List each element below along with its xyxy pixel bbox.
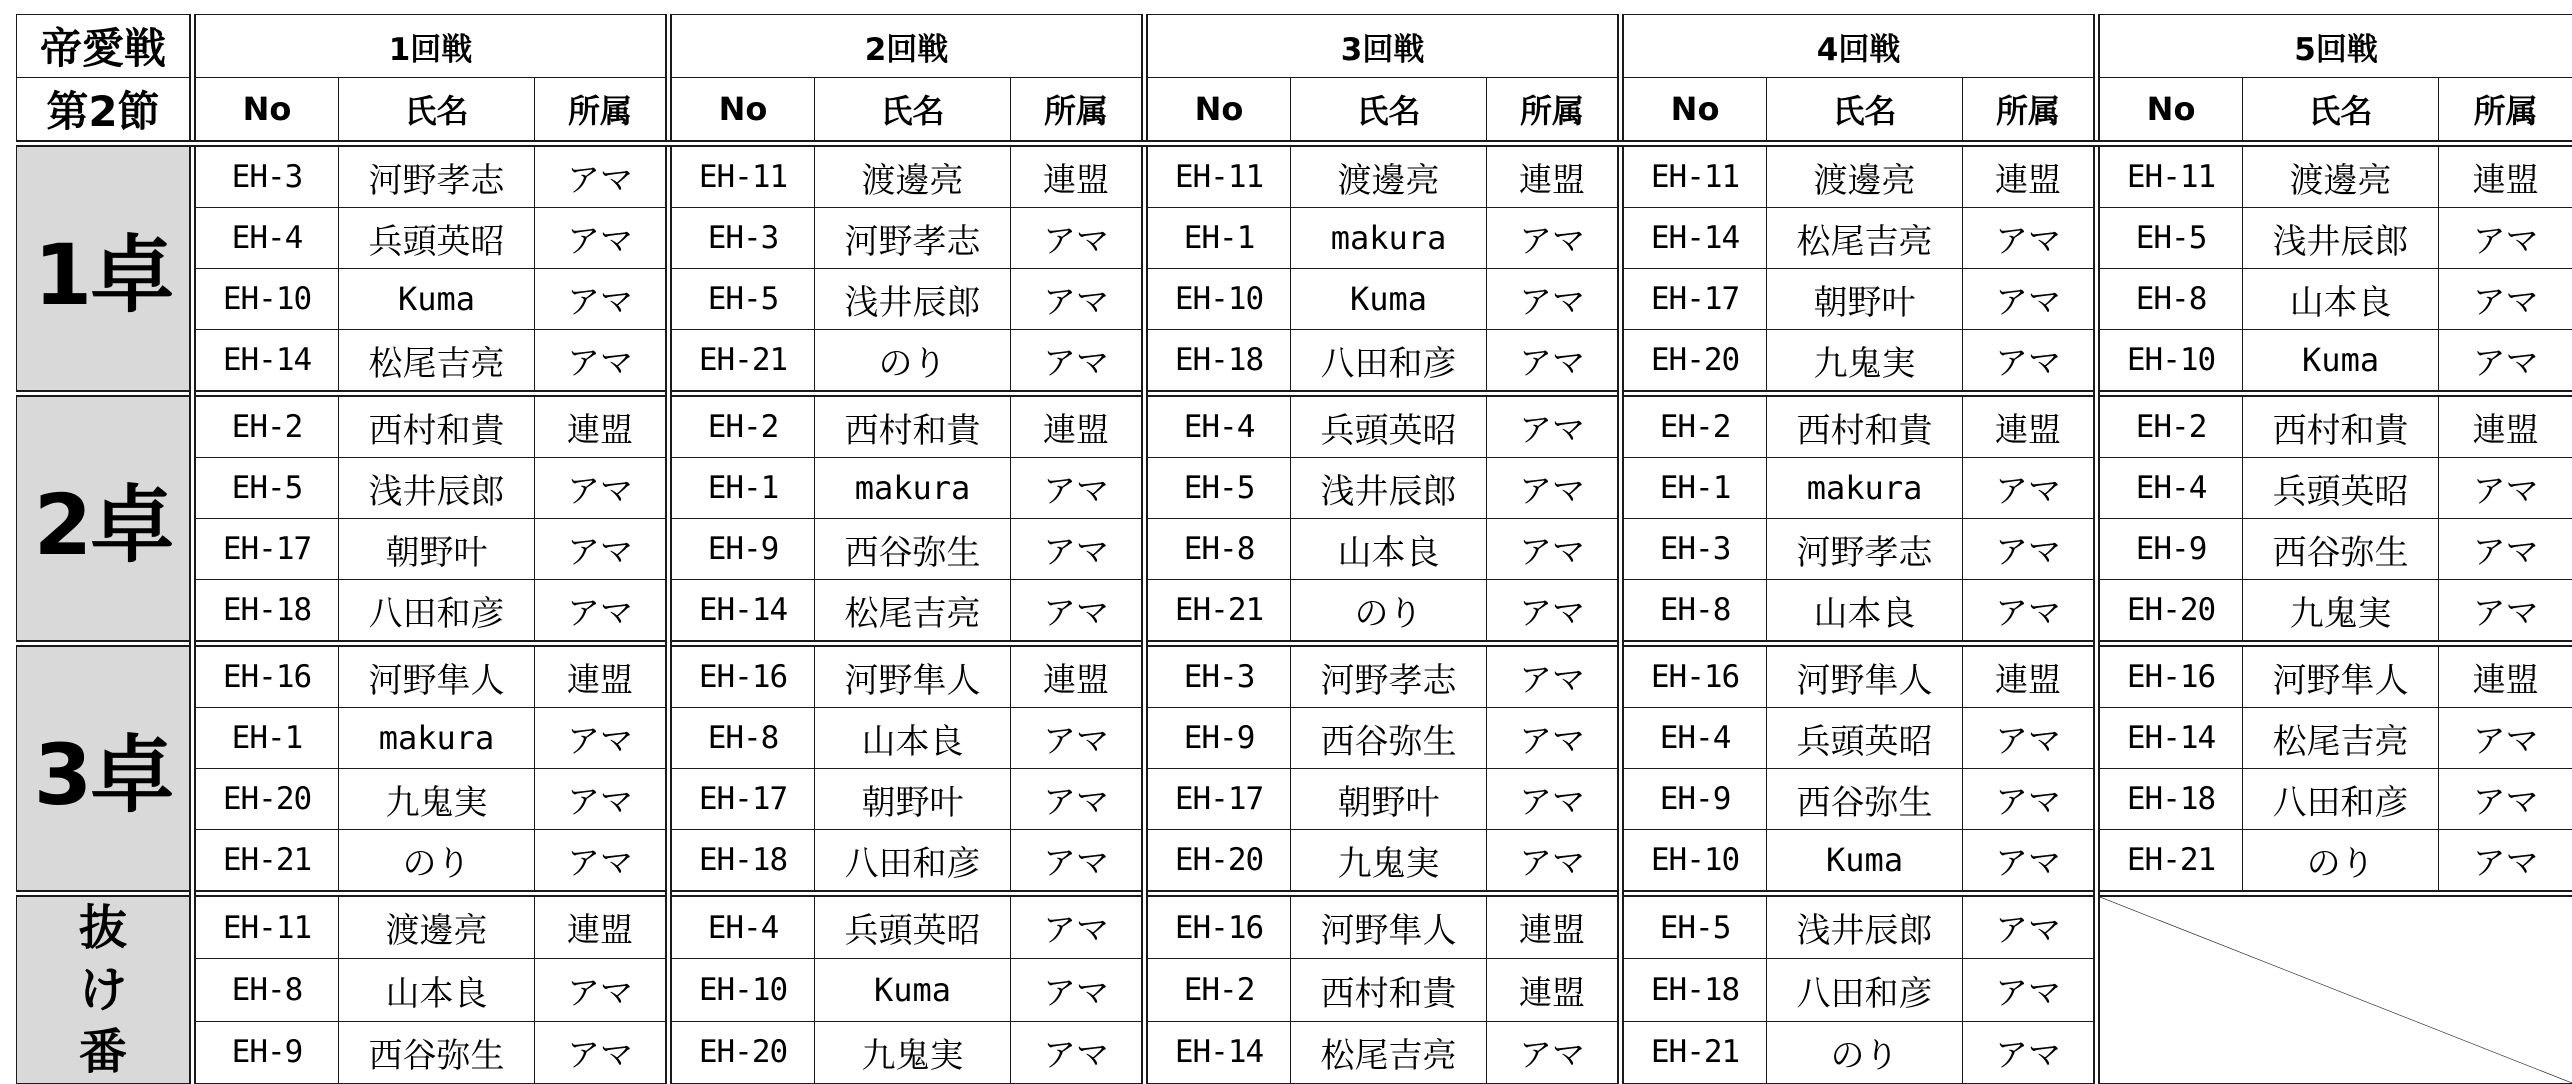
player-name: 渡邊亮 — [1291, 144, 1487, 208]
player-name: 河野孝志 — [1767, 519, 1963, 580]
bye-row — [17, 894, 2572, 959]
player-name: 浅井辰郎 — [339, 458, 535, 519]
player-number: EH-4 — [1145, 394, 1291, 458]
player-name: 松尾吉亮 — [815, 580, 1011, 644]
player-number: EH-18 — [1621, 959, 1767, 1021]
player-affiliation: 連盟 — [1487, 144, 1621, 208]
player-affiliation: アマ — [1487, 644, 1621, 708]
player-affiliation: アマ — [535, 519, 669, 580]
player-number: EH-5 — [1621, 894, 1767, 959]
player-number: EH-3 — [1145, 644, 1291, 708]
player-number: EH-11 — [193, 894, 339, 959]
player-affiliation: アマ — [535, 1021, 669, 1083]
player-affiliation: アマ — [1487, 769, 1621, 830]
schedule-sheet — [16, 14, 2556, 1058]
player-number: EH-18 — [1145, 330, 1291, 394]
player-affiliation: アマ — [535, 330, 669, 394]
player-name: 西谷弥生 — [1291, 708, 1487, 769]
player-name: 渡邊亮 — [2243, 144, 2439, 208]
table-row — [17, 708, 2572, 769]
column-header-affiliation: 所属 — [1487, 78, 1621, 144]
player-number: EH-20 — [669, 1021, 815, 1083]
player-number: EH-4 — [1621, 708, 1767, 769]
player-affiliation: アマ — [535, 208, 669, 269]
header-row-columns — [17, 78, 2572, 144]
player-affiliation: アマ — [535, 269, 669, 330]
column-header-name: 氏名 — [1291, 78, 1487, 144]
player-name: 九鬼実 — [1291, 830, 1487, 894]
player-affiliation: アマ — [1011, 208, 1145, 269]
player-affiliation: 連盟 — [1011, 144, 1145, 208]
player-number: EH-4 — [669, 894, 815, 959]
player-affiliation: アマ — [1963, 208, 2097, 269]
player-name: 山本良 — [1767, 580, 1963, 644]
player-number: EH-10 — [1145, 269, 1291, 330]
player-name: Kuma — [2243, 330, 2439, 394]
column-header-affiliation: 所属 — [1011, 78, 1145, 144]
player-affiliation: アマ — [1963, 830, 2097, 894]
player-name: makura — [815, 458, 1011, 519]
player-affiliation: アマ — [1011, 1021, 1145, 1083]
column-header-name: 氏名 — [2243, 78, 2439, 144]
player-name: のり — [1767, 1021, 1963, 1083]
player-name: 八田和彦 — [2243, 769, 2439, 830]
player-number: EH-20 — [193, 769, 339, 830]
player-affiliation: アマ — [2439, 519, 2572, 580]
player-name: 西谷弥生 — [1767, 769, 1963, 830]
table-row — [17, 208, 2572, 269]
player-number: EH-3 — [669, 208, 815, 269]
table-label: 3卓 — [17, 644, 193, 894]
player-number: EH-21 — [2097, 830, 2243, 894]
round-header: 3回戦 — [1145, 15, 1621, 78]
diagonal-strike — [2100, 897, 2572, 1083]
schedule-table — [16, 14, 2572, 1084]
player-name: 浅井辰郎 — [1291, 458, 1487, 519]
player-number: EH-11 — [1145, 144, 1291, 208]
table-row — [17, 580, 2572, 644]
player-number: EH-18 — [669, 830, 815, 894]
player-name: 兵頭英昭 — [339, 208, 535, 269]
bye-label-char: け — [17, 959, 189, 1021]
player-affiliation: アマ — [535, 458, 669, 519]
player-number: EH-20 — [1621, 330, 1767, 394]
player-number: EH-16 — [2097, 644, 2243, 708]
player-number: EH-9 — [1621, 769, 1767, 830]
player-affiliation: アマ — [2439, 769, 2572, 830]
player-name: Kuma — [1291, 269, 1487, 330]
player-name: 八田和彦 — [815, 830, 1011, 894]
player-number: EH-9 — [193, 1021, 339, 1083]
column-header-affiliation: 所属 — [535, 78, 669, 144]
player-name: 松尾吉亮 — [339, 330, 535, 394]
player-number: EH-10 — [669, 959, 815, 1021]
player-name: makura — [339, 708, 535, 769]
player-number: EH-8 — [193, 959, 339, 1021]
player-number: EH-3 — [1621, 519, 1767, 580]
player-name: Kuma — [1767, 830, 1963, 894]
player-name: makura — [1291, 208, 1487, 269]
player-name: 松尾吉亮 — [2243, 708, 2439, 769]
player-number: EH-10 — [1621, 830, 1767, 894]
player-number: EH-14 — [1145, 1021, 1291, 1083]
player-affiliation: アマ — [1011, 330, 1145, 394]
table-row — [17, 769, 2572, 830]
column-header-no: No — [669, 78, 815, 144]
column-header-no: No — [2097, 78, 2243, 144]
player-affiliation: アマ — [2439, 330, 2572, 394]
player-number: EH-18 — [193, 580, 339, 644]
player-number: EH-8 — [2097, 269, 2243, 330]
player-affiliation: アマ — [1487, 458, 1621, 519]
player-number: EH-2 — [1145, 959, 1291, 1021]
player-affiliation: 連盟 — [1963, 144, 2097, 208]
player-affiliation: アマ — [2439, 458, 2572, 519]
player-number: EH-5 — [1145, 458, 1291, 519]
table-label: 2卓 — [17, 394, 193, 644]
player-name: 山本良 — [339, 959, 535, 1021]
round-header: 1回戦 — [193, 15, 669, 78]
player-affiliation: アマ — [1487, 708, 1621, 769]
player-affiliation: アマ — [1011, 269, 1145, 330]
player-number: EH-11 — [1621, 144, 1767, 208]
table-row — [17, 394, 2572, 458]
player-name: 兵頭英昭 — [815, 894, 1011, 959]
player-name: 九鬼実 — [339, 769, 535, 830]
player-number: EH-8 — [669, 708, 815, 769]
round-header: 2回戦 — [669, 15, 1145, 78]
player-number: EH-2 — [2097, 394, 2243, 458]
player-name: 松尾吉亮 — [1291, 1021, 1487, 1083]
player-affiliation: アマ — [1487, 1021, 1621, 1083]
player-affiliation: アマ — [1487, 269, 1621, 330]
player-number: EH-9 — [2097, 519, 2243, 580]
round-header: 4回戦 — [1621, 15, 2097, 78]
player-affiliation: 連盟 — [2439, 644, 2572, 708]
player-name: 西谷弥生 — [815, 519, 1011, 580]
player-affiliation: アマ — [1011, 708, 1145, 769]
player-number: EH-2 — [1621, 394, 1767, 458]
player-number: EH-20 — [2097, 580, 2243, 644]
player-number: EH-5 — [2097, 208, 2243, 269]
table-row — [17, 269, 2572, 330]
player-affiliation: アマ — [1487, 394, 1621, 458]
player-number: EH-1 — [669, 458, 815, 519]
player-number: EH-1 — [193, 708, 339, 769]
player-name: 山本良 — [815, 708, 1011, 769]
player-number: EH-4 — [2097, 458, 2243, 519]
player-number: EH-9 — [669, 519, 815, 580]
player-name: 西谷弥生 — [339, 1021, 535, 1083]
player-affiliation: アマ — [535, 959, 669, 1021]
player-number: EH-9 — [1145, 708, 1291, 769]
player-name: 朝野叶 — [1767, 269, 1963, 330]
column-header-name: 氏名 — [1767, 78, 1963, 144]
player-number: EH-5 — [193, 458, 339, 519]
player-number: EH-14 — [193, 330, 339, 394]
player-affiliation: アマ — [1963, 769, 2097, 830]
player-affiliation: アマ — [1011, 519, 1145, 580]
player-affiliation: アマ — [1011, 458, 1145, 519]
player-number: EH-21 — [193, 830, 339, 894]
player-number: EH-4 — [193, 208, 339, 269]
table-row — [17, 330, 2572, 394]
player-affiliation: アマ — [1011, 769, 1145, 830]
player-affiliation: 連盟 — [1487, 894, 1621, 959]
player-name: 浅井辰郎 — [2243, 208, 2439, 269]
player-affiliation: 連盟 — [1487, 959, 1621, 1021]
player-name: 八田和彦 — [1291, 330, 1487, 394]
player-number: EH-16 — [1145, 894, 1291, 959]
player-number: EH-11 — [669, 144, 815, 208]
player-affiliation: アマ — [1011, 959, 1145, 1021]
player-name: 九鬼実 — [2243, 580, 2439, 644]
column-header-name: 氏名 — [815, 78, 1011, 144]
player-number: EH-21 — [669, 330, 815, 394]
player-affiliation: アマ — [1963, 959, 2097, 1021]
player-affiliation: アマ — [1963, 519, 2097, 580]
column-header-no: No — [193, 78, 339, 144]
bye-label-char: 抜 — [17, 897, 189, 959]
bye-label-char: 番 — [17, 1021, 189, 1083]
player-name: 西村和貴 — [339, 394, 535, 458]
player-affiliation: アマ — [535, 580, 669, 644]
player-number: EH-3 — [193, 144, 339, 208]
player-number: EH-16 — [1621, 644, 1767, 708]
player-name: 九鬼実 — [1767, 330, 1963, 394]
player-affiliation: アマ — [2439, 269, 2572, 330]
player-name: 浅井辰郎 — [1767, 894, 1963, 959]
bye-label — [17, 894, 193, 1084]
player-number: EH-21 — [1145, 580, 1291, 644]
player-number: EH-1 — [1145, 208, 1291, 269]
player-affiliation: 連盟 — [1963, 644, 2097, 708]
player-affiliation: アマ — [1487, 580, 1621, 644]
player-name: のり — [339, 830, 535, 894]
player-number: EH-14 — [2097, 708, 2243, 769]
player-name: 九鬼実 — [815, 1021, 1011, 1083]
player-number: EH-14 — [1621, 208, 1767, 269]
player-number: EH-21 — [1621, 1021, 1767, 1083]
player-name: 河野孝志 — [815, 208, 1011, 269]
player-affiliation: アマ — [1011, 894, 1145, 959]
player-number: EH-18 — [2097, 769, 2243, 830]
player-name: 山本良 — [2243, 269, 2439, 330]
player-number: EH-17 — [669, 769, 815, 830]
player-name: 渡邊亮 — [1767, 144, 1963, 208]
player-name: 浅井辰郎 — [815, 269, 1011, 330]
column-header-name: 氏名 — [339, 78, 535, 144]
player-affiliation: アマ — [2439, 830, 2572, 894]
player-name: 河野孝志 — [1291, 644, 1487, 708]
player-number: EH-11 — [2097, 144, 2243, 208]
player-affiliation: 連盟 — [2439, 144, 2572, 208]
header-row-rounds — [17, 15, 2572, 78]
player-name: 八田和彦 — [1767, 959, 1963, 1021]
player-number: EH-1 — [1621, 458, 1767, 519]
player-name: 河野隼人 — [339, 644, 535, 708]
player-name: 松尾吉亮 — [1767, 208, 1963, 269]
player-affiliation: アマ — [2439, 708, 2572, 769]
player-affiliation: アマ — [1487, 330, 1621, 394]
player-affiliation: アマ — [535, 830, 669, 894]
table-row — [17, 644, 2572, 708]
player-name: 朝野叶 — [339, 519, 535, 580]
player-name: 河野隼人 — [1291, 894, 1487, 959]
player-name: 渡邊亮 — [339, 894, 535, 959]
player-affiliation: アマ — [1011, 580, 1145, 644]
player-name: Kuma — [815, 959, 1011, 1021]
player-affiliation: 連盟 — [535, 394, 669, 458]
player-affiliation: アマ — [1487, 208, 1621, 269]
player-number: EH-5 — [669, 269, 815, 330]
player-affiliation: アマ — [2439, 208, 2572, 269]
player-name: 兵頭英昭 — [2243, 458, 2439, 519]
player-name: 西村和貴 — [1291, 959, 1487, 1021]
player-name: 八田和彦 — [339, 580, 535, 644]
player-name: のり — [1291, 580, 1487, 644]
player-name: 河野隼人 — [815, 644, 1011, 708]
player-affiliation: 連盟 — [1963, 394, 2097, 458]
player-number: EH-2 — [669, 394, 815, 458]
player-number: EH-10 — [2097, 330, 2243, 394]
player-affiliation: アマ — [1963, 580, 2097, 644]
player-number: EH-17 — [193, 519, 339, 580]
player-affiliation: 連盟 — [1011, 394, 1145, 458]
player-number: EH-16 — [193, 644, 339, 708]
player-name: 朝野叶 — [815, 769, 1011, 830]
player-name: 西村和貴 — [2243, 394, 2439, 458]
player-number: EH-2 — [193, 394, 339, 458]
player-number: EH-14 — [669, 580, 815, 644]
player-name: のり — [815, 330, 1011, 394]
column-header-affiliation: 所属 — [2439, 78, 2572, 144]
player-affiliation: アマ — [535, 144, 669, 208]
player-affiliation: アマ — [1963, 708, 2097, 769]
player-name: 西村和貴 — [1767, 394, 1963, 458]
player-name: 西谷弥生 — [2243, 519, 2439, 580]
player-affiliation: アマ — [1963, 269, 2097, 330]
player-affiliation: アマ — [2439, 580, 2572, 644]
table-label: 1卓 — [17, 144, 193, 394]
title-section: 第2節 — [17, 78, 193, 144]
player-name: 渡邊亮 — [815, 144, 1011, 208]
player-affiliation: 連盟 — [1011, 644, 1145, 708]
player-number: EH-8 — [1145, 519, 1291, 580]
player-name: 西村和貴 — [815, 394, 1011, 458]
player-affiliation: 連盟 — [2439, 394, 2572, 458]
player-affiliation: アマ — [1963, 894, 2097, 959]
player-number: EH-10 — [193, 269, 339, 330]
empty-bye-slot — [2097, 894, 2572, 1084]
table-row — [17, 519, 2572, 580]
player-name: 河野孝志 — [339, 144, 535, 208]
player-affiliation: アマ — [1963, 330, 2097, 394]
player-name: Kuma — [339, 269, 535, 330]
player-number: EH-8 — [1621, 580, 1767, 644]
column-header-affiliation: 所属 — [1963, 78, 2097, 144]
player-name: 河野隼人 — [2243, 644, 2439, 708]
player-affiliation: 連盟 — [535, 894, 669, 959]
player-number: EH-17 — [1145, 769, 1291, 830]
player-affiliation: アマ — [1487, 830, 1621, 894]
player-number: EH-20 — [1145, 830, 1291, 894]
table-row — [17, 830, 2572, 894]
title-event: 帝愛戦 — [17, 15, 193, 78]
player-name: 山本良 — [1291, 519, 1487, 580]
player-affiliation: 連盟 — [535, 644, 669, 708]
player-name: 兵頭英昭 — [1291, 394, 1487, 458]
player-affiliation: アマ — [1963, 1021, 2097, 1083]
player-affiliation: アマ — [1011, 830, 1145, 894]
table-row — [17, 458, 2572, 519]
player-name: 河野隼人 — [1767, 644, 1963, 708]
player-affiliation: アマ — [1487, 519, 1621, 580]
player-name: makura — [1767, 458, 1963, 519]
round-header: 5回戦 — [2097, 15, 2572, 78]
player-name: のり — [2243, 830, 2439, 894]
column-header-no: No — [1145, 78, 1291, 144]
player-affiliation: アマ — [535, 708, 669, 769]
player-affiliation: アマ — [1963, 458, 2097, 519]
column-header-no: No — [1621, 78, 1767, 144]
player-affiliation: アマ — [535, 769, 669, 830]
player-number: EH-17 — [1621, 269, 1767, 330]
player-name: 朝野叶 — [1291, 769, 1487, 830]
player-name: 兵頭英昭 — [1767, 708, 1963, 769]
table-row — [17, 144, 2572, 208]
player-number: EH-16 — [669, 644, 815, 708]
